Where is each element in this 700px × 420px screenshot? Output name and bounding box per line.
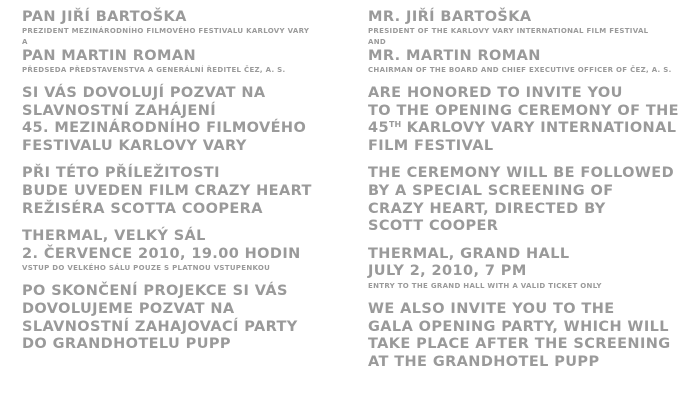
host1-title: PRESIDENT OF THE KARLOVY VARY INTERNATIONAL FILM FESTIVAL xyxy=(368,27,649,35)
screening-line: THE CEREMONY WILL BE FOLLOWED xyxy=(368,165,675,182)
invite-line: TO THE OPENING CEREMONY OF THE xyxy=(368,102,679,119)
screening-line: SCOTT COOPER xyxy=(368,218,499,235)
party-line: PO SKONČENÍ PROJEKCE SI VÁS xyxy=(22,283,288,300)
invite-paragraph xyxy=(22,85,352,155)
venue-paragraph xyxy=(22,228,352,263)
venue-note: VSTUP DO VELKÉHO SÁLU POUZE S PLATNOU VSTUPENKOU xyxy=(22,264,271,273)
screening-line: PŘI TÉTO PŘÍLEŽITOSTI xyxy=(22,165,220,182)
screening-paragraph xyxy=(22,165,352,218)
venue-paragraph xyxy=(368,246,698,281)
host2-name: PAN MARTIN ROMAN xyxy=(22,48,197,64)
host1-name: PAN JIŘÍ BARTOŠKA xyxy=(22,9,187,25)
screening-line: BUDE UVEDEN FILM CRAZY HEART xyxy=(22,182,312,199)
screening-line: REŽISÉRA SCOTTA COOPERA xyxy=(22,200,263,217)
invite-line: FESTIVALU KARLOVY VARY xyxy=(22,137,247,154)
invite-line: 45. MEZINÁRODNÍHO FILMOVÉHO xyxy=(22,120,307,137)
party-line: SLAVNOSTNÍ ZAHAJOVACÍ PARTY xyxy=(22,318,298,335)
conjunction: AND xyxy=(368,38,386,46)
conjunction: A xyxy=(22,38,28,46)
venue-line: THERMAL, VELKÝ SÁL xyxy=(22,228,206,245)
host2-name: MR. MARTIN ROMAN xyxy=(368,48,541,64)
invite-line xyxy=(368,120,698,138)
english-column xyxy=(368,9,698,371)
venue-line: JULY 2, 2010, 7 PM xyxy=(368,263,527,280)
party-line: DO GRANDHOTELU PUPP xyxy=(22,336,231,353)
invite-line: ARE HONORED TO INVITE YOU xyxy=(368,85,623,101)
invite-line: SI VÁS DOVOLUJÍ POZVAT NA xyxy=(22,85,266,101)
party-line: DOVOLUJEME POZVAT NA xyxy=(22,300,235,317)
ordinal-suffix: TH xyxy=(388,120,402,130)
host2-title: CHAIRMAN OF THE BOARD AND CHIEF EXECUTIVE OFFICER OF ČEZ, A. S. xyxy=(368,66,672,74)
party-paragraph xyxy=(22,283,352,353)
party-line: GALA OPENING PARTY, WHICH WILL xyxy=(368,318,669,335)
ordinal-rest: KARLOVY VARY INTERNATIONAL xyxy=(406,120,677,137)
ordinal-number: 45 xyxy=(368,120,389,137)
party-line: WE ALSO INVITE YOU TO THE xyxy=(368,300,615,317)
party-line: AT THE GRANDHOTEL PUPP xyxy=(368,353,600,370)
venue-note: ENTRY TO THE GRAND HALL WITH A VALID TICKET ONLY xyxy=(368,281,602,290)
invite-paragraph xyxy=(368,85,698,155)
party-paragraph xyxy=(368,301,698,371)
screening-line: BY A SPECIAL SCREENING OF xyxy=(368,182,614,199)
screening-line: CRAZY HEART, DIRECTED BY xyxy=(368,200,606,217)
screening-paragraph xyxy=(368,165,698,235)
venue-line: THERMAL, GRAND HALL xyxy=(368,245,570,262)
czech-column xyxy=(22,9,352,354)
venue-line: 2. ČERVENCE 2010, 19.00 HODIN xyxy=(22,245,301,262)
host1-name: MR. JIŘÍ BARTOŠKA xyxy=(368,9,532,25)
host2-title: PŘEDSEDA PŘEDSTAVENSTVA A GENERÁLNÍ ŘEDITEL ČEZ, A. S. xyxy=(22,66,286,74)
invite-line: FILM FESTIVAL xyxy=(368,137,494,154)
host1-title: PREZIDENT MEZINÁRODNÍHO FILMOVÉHO FESTIVALU KARLOVY VARY xyxy=(22,27,310,35)
invite-line: SLAVNOSTNÍ ZAHÁJENÍ xyxy=(22,102,217,119)
party-line: TAKE PLACE AFTER THE SCREENING xyxy=(368,336,671,353)
